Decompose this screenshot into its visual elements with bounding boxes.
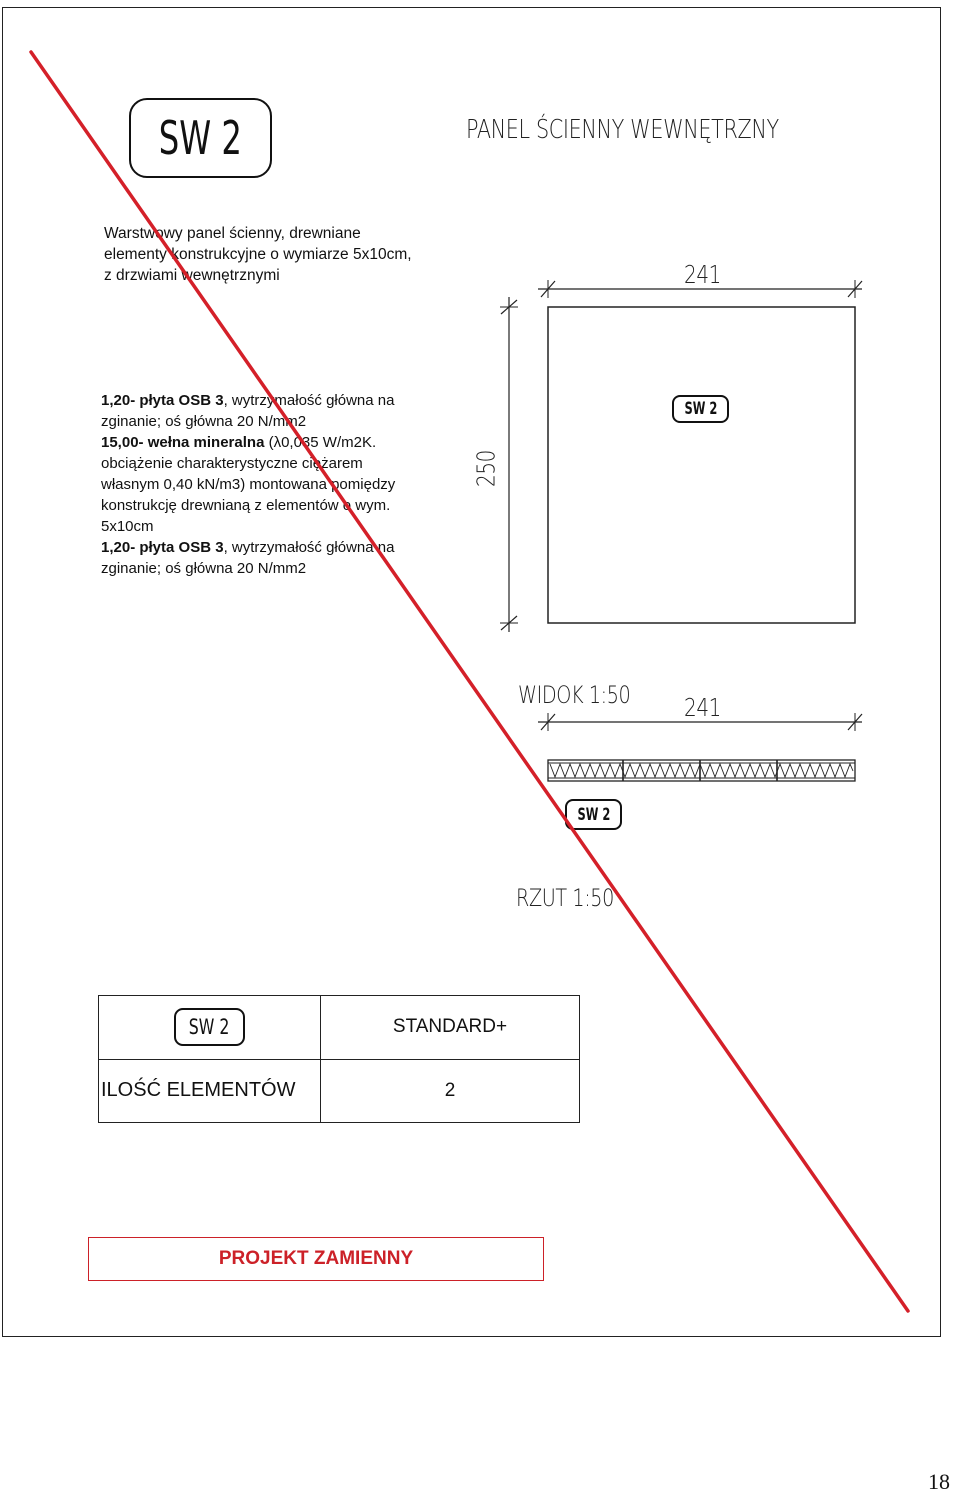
layer-line: 5x10cm (101, 518, 154, 535)
spec-standard-cell: STANDARD+ (321, 996, 580, 1060)
sheet-tag-label: SW 2 (158, 111, 243, 165)
plan-tag-label: SW 2 (577, 804, 610, 825)
layer-line: zginanie; oś główna 20 N/mm2 (101, 560, 307, 577)
layer-line: 15,00- wełna mineralna (λ0,035 W/m2K. (101, 434, 377, 451)
layer-line: konstrukcję drewnianą z elementów o wym. (101, 497, 391, 514)
elevation-tag-label: SW 2 (684, 399, 717, 419)
summary-line: Warstwowy panel ścienny, drewniane (104, 225, 361, 242)
layer-line: 1,20- płyta OSB 3, wytrzymałość główna na (101, 392, 395, 409)
elevation-caption: WIDOK 1:50 (518, 681, 631, 709)
spec-tag-label: SW 2 (189, 1015, 230, 1040)
elevation-width-dimension: 241 (684, 260, 721, 289)
plan-width-dimension: 241 (684, 693, 721, 722)
page-number: 18 (928, 1469, 950, 1494)
summary-line: z drzwiami wewnętrznymi (104, 267, 280, 284)
spec-count-value: 2 (321, 1059, 580, 1123)
layer-line: 1,20- płyta OSB 3, wytrzymałość główna na (101, 539, 395, 556)
layer-line: zginanie; oś główna 20 N/mm2 (101, 413, 307, 430)
sheet-title: PANEL ŚCIENNY WEWNĘTRZNY (466, 115, 779, 145)
layer-line: własnym 0,40 kN/m3) montowana pomiędzy (101, 476, 396, 493)
stamp-label: PROJEKT ZAMIENNY (218, 1248, 414, 1269)
spec-count-label: ILOŚĆ ELEMENTÓW (99, 1059, 321, 1123)
plan-caption: RZUT 1:50 (516, 884, 614, 912)
elevation-height-dimension: 250 (471, 450, 501, 487)
layer-line: obciążenie charakterystyczne ciężarem (101, 455, 363, 472)
summary-line: elementy konstrukcyjne o wymiarze 5x10cm, (104, 246, 412, 263)
